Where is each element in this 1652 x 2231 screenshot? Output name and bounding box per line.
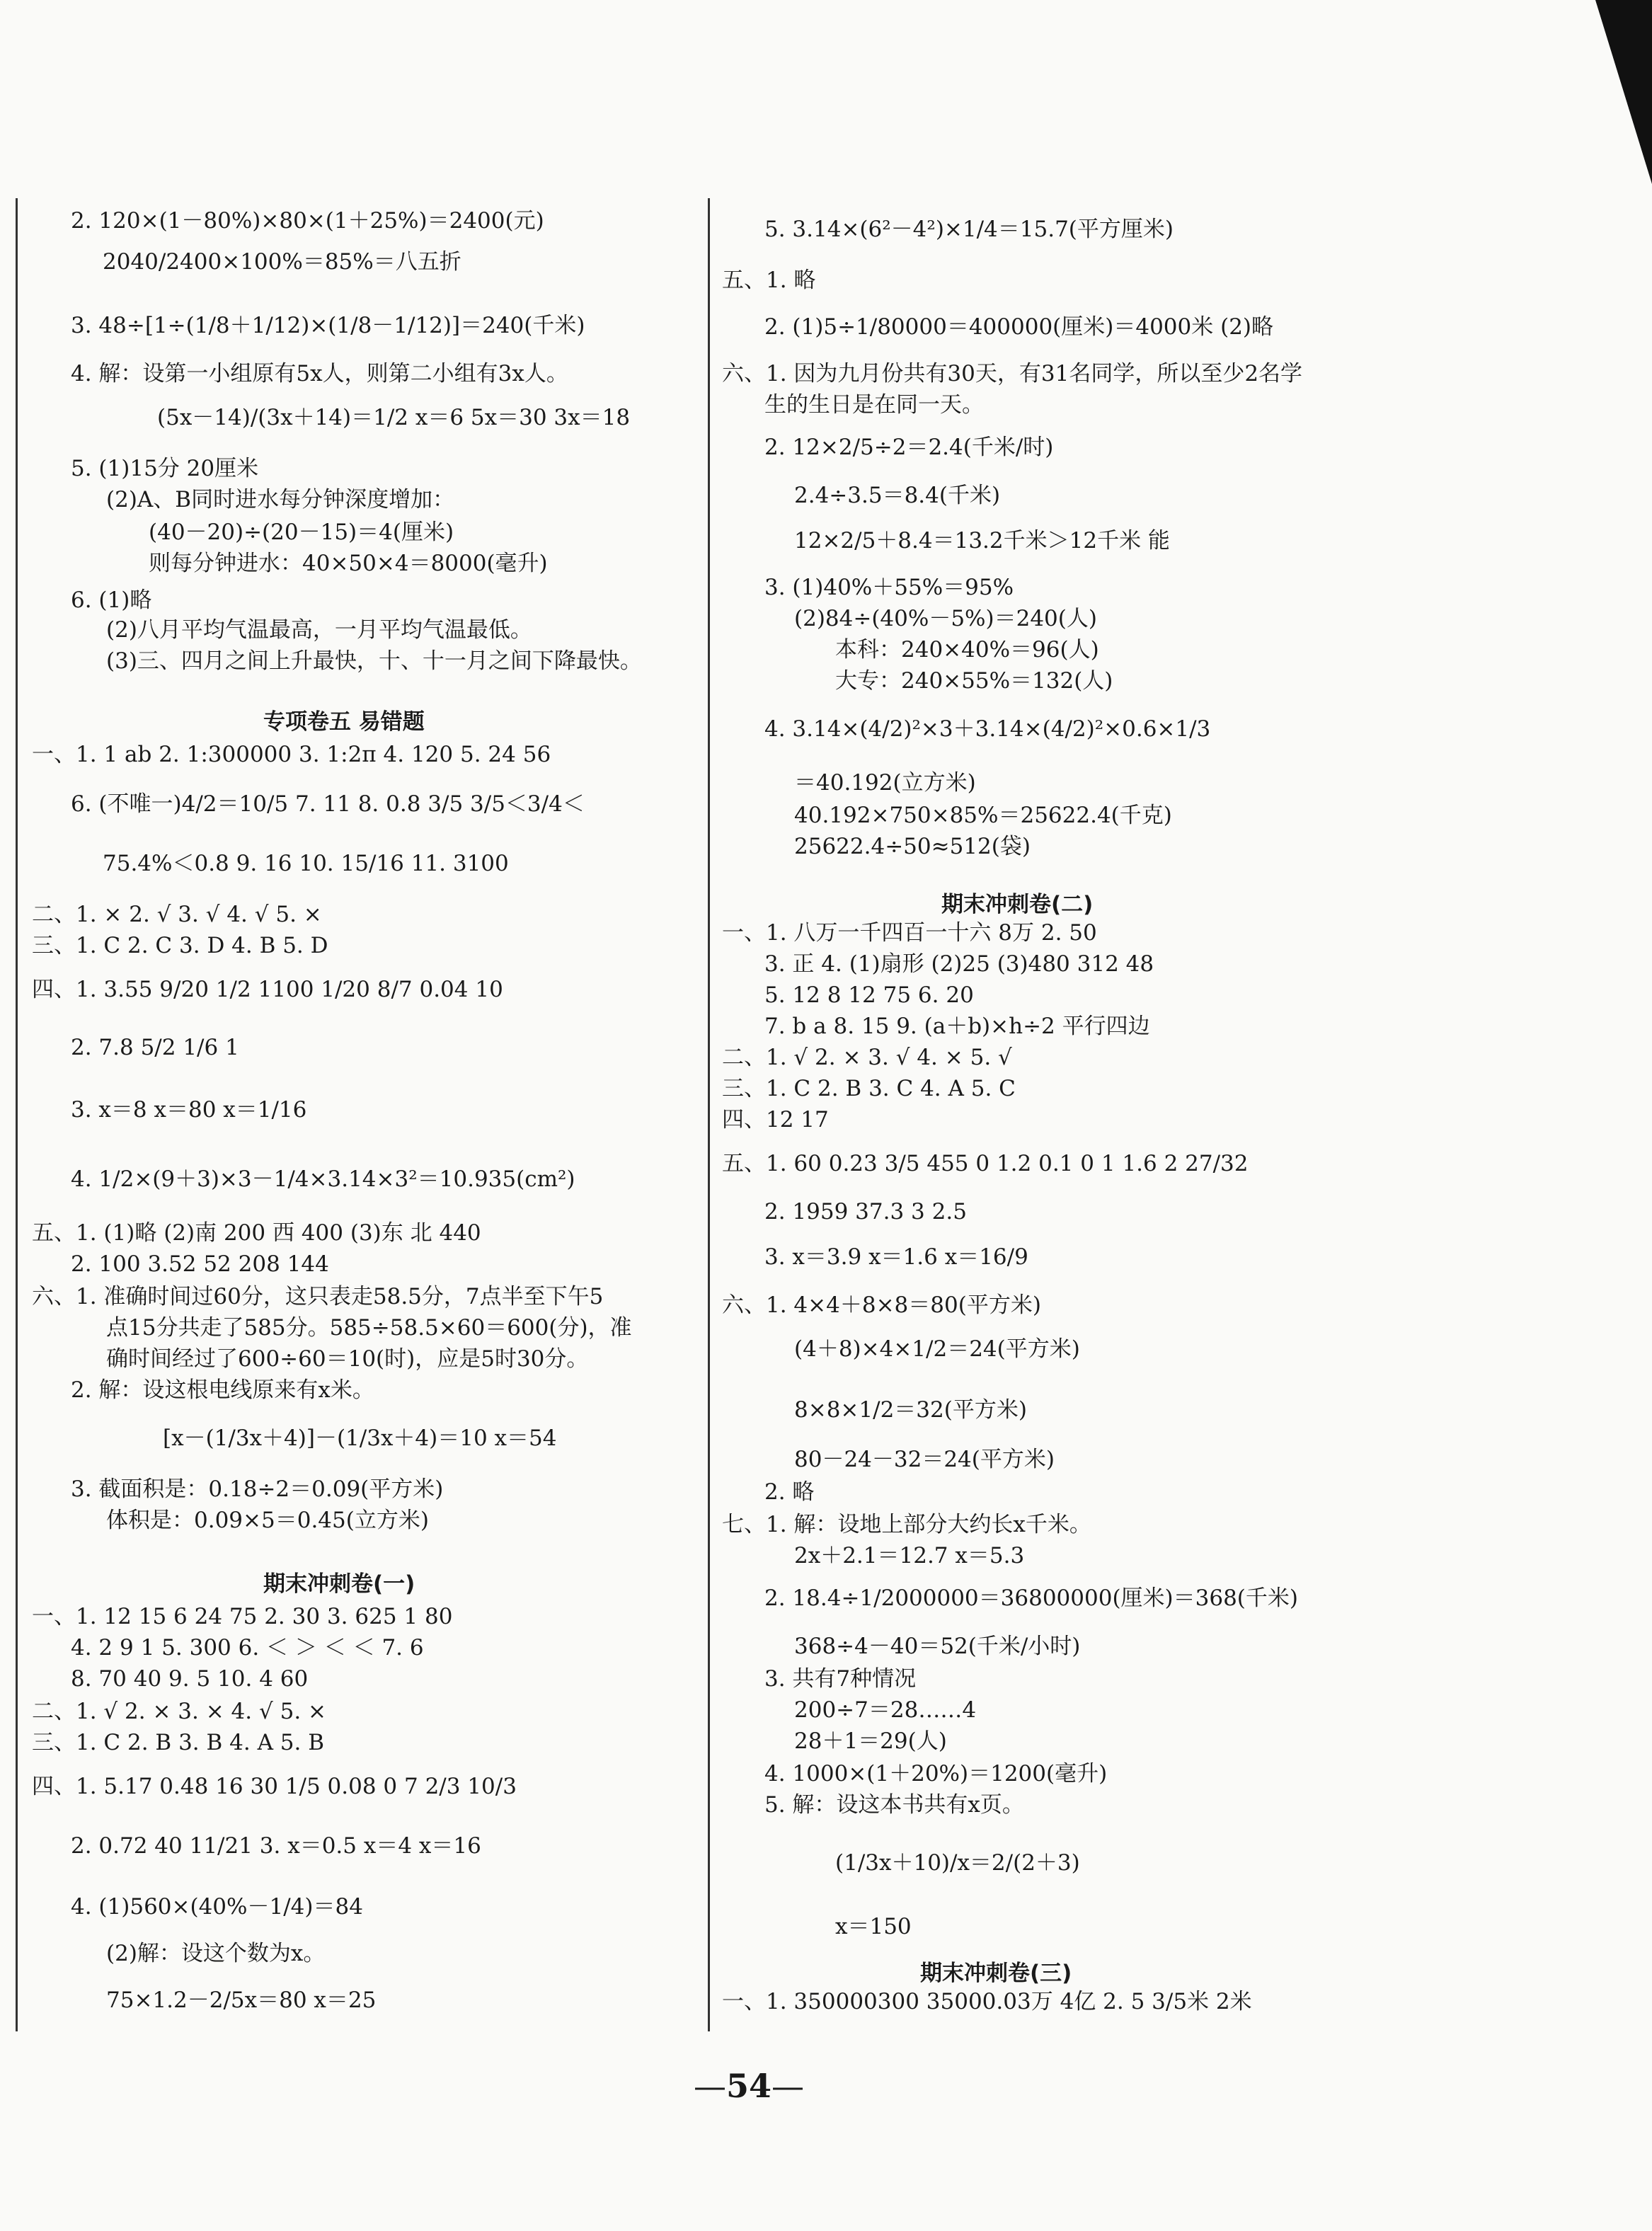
answer-line: 2. 0.72 40 11/21 3. x＝0.5 x＝4 x＝16 bbox=[71, 1833, 481, 1859]
answer-line: 一、1. 12 15 6 24 75 2. 30 3. 625 1 80 bbox=[32, 1604, 453, 1629]
answer-line: 3. 共有7种情况 bbox=[764, 1666, 917, 1692]
answer-line: 体积是：0.09×5＝0.45(立方米) bbox=[106, 1508, 429, 1533]
answer-line: 12×2/5＋8.4＝13.2千米＞12千米 能 bbox=[794, 528, 1170, 554]
answer-line: 六、1. 准确时间过60分，这只表走58.5分，7点半至下午5 bbox=[32, 1284, 604, 1309]
answer-line: 8×8×1/2＝32(平方米) bbox=[794, 1397, 1027, 1423]
section-heading: 期末冲刺卷(一) bbox=[263, 1571, 415, 1597]
answer-line: 三、1. C 2. C 3. D 4. B 5. D bbox=[32, 933, 328, 958]
answer-line: 5. 12 8 12 75 6. 20 bbox=[764, 982, 974, 1008]
answer-line: 5. 解：设这本书共有x页。 bbox=[764, 1792, 1024, 1818]
answer-line: 6. (不唯一)4/2＝10/5 7. 11 8. 0.8 3/5 3/5＜3/4＜ bbox=[71, 791, 585, 817]
answer-line: 4. 解：设第一小组原有5x人，则第二小组有3x人。 bbox=[71, 361, 568, 386]
answer-line: 3. (1)40%＋55%＝95% bbox=[764, 575, 1014, 600]
answer-line: 四、1. 5.17 0.48 16 30 1/5 0.08 0 7 2/3 10/3 bbox=[32, 1774, 517, 1799]
answer-line: 2x＋2.1＝12.7 x＝5.3 bbox=[794, 1543, 1025, 1568]
answer-line: 2. (1)5÷1/80000＝400000(厘米)＝4000米 (2)略 bbox=[764, 314, 1274, 340]
answer-line: 2. 7.8 5/2 1/6 1 bbox=[71, 1035, 239, 1060]
answer-line: 2. 略 bbox=[764, 1479, 815, 1505]
answer-line: 五、1. 略 bbox=[722, 268, 816, 293]
answer-line: 七、1. 解：设地上部分大约长x千米。 bbox=[722, 1512, 1091, 1537]
answer-line: (4＋8)×4×1/2＝24(平方米) bbox=[794, 1336, 1080, 1362]
answer-line: 4. (1)560×(40%－1/4)＝84 bbox=[71, 1894, 363, 1920]
answer-line: 3. x＝8 x＝80 x＝1/16 bbox=[71, 1097, 307, 1123]
answer-line: 3. 48÷[1÷(1/8＋1/12)×(1/8－1/12)]＝240(千米) bbox=[71, 313, 585, 338]
answer-line: 一、1. 1 ab 2. 1:300000 3. 1:2π 4. 120 5. 24 56 bbox=[32, 742, 551, 767]
answer-line: 四、1. 3.55 9/20 1/2 1100 1/20 8/7 0.04 10 bbox=[32, 977, 503, 1002]
answer-line: 2040/2400×100%＝85%＝八五折 bbox=[103, 249, 461, 275]
answer-line: 本科：240×40%＝96(人) bbox=[835, 637, 1099, 663]
answer-line: 7. b a 8. 15 9. (a＋b)×h÷2 平行四边 bbox=[764, 1014, 1150, 1039]
answer-line: (1/3x＋10)/x＝2/(2＋3) bbox=[835, 1850, 1080, 1876]
answer-line: 四、12 17 bbox=[722, 1107, 829, 1132]
answer-line: 3. x＝3.9 x＝1.6 x＝16/9 bbox=[764, 1244, 1028, 1270]
answer-line: 80－24－32＝24(平方米) bbox=[794, 1447, 1055, 1472]
answer-line: 二、1. √ 2. × 3. × 4. √ 5. × bbox=[32, 1699, 327, 1724]
answer-line: 三、1. C 2. B 3. B 4. A 5. B bbox=[32, 1730, 325, 1755]
answer-line: 确时间经过了600÷60＝10(时)，应是5时30分。 bbox=[106, 1346, 589, 1372]
section-heading: 专项卷五 易错题 bbox=[263, 709, 425, 735]
answer-line: 75×1.2－2/5x＝80 x＝25 bbox=[106, 1988, 377, 2013]
column-divider bbox=[708, 198, 710, 2031]
answer-line: 则每分钟进水：40×50×4＝8000(毫升) bbox=[149, 551, 548, 576]
answer-line: (2)A、B同时进水每分钟深度增加： bbox=[106, 487, 455, 512]
section-heading: 期末冲刺卷(二) bbox=[941, 892, 1094, 917]
answer-line: 3. 正 4. (1)扇形 (2)25 (3)480 312 48 bbox=[764, 951, 1154, 977]
answer-line: 一、1. 八万一千四百一十六 8万 2. 50 bbox=[722, 920, 1097, 946]
answer-line: 3. 截面积是：0.18÷2＝0.09(平方米) bbox=[71, 1476, 444, 1502]
answer-line: (40－20)÷(20－15)＝4(厘米) bbox=[149, 520, 454, 545]
answer-line: (2)84÷(40%－5%)＝240(人) bbox=[794, 606, 1097, 631]
answer-line: 一、1. 350000300 35000.03万 4亿 2. 5 3/5米 2米 bbox=[722, 1989, 1252, 2014]
answer-line: 75.4%＜0.8 9. 16 10. 15/16 11. 3100 bbox=[103, 851, 509, 876]
answer-line: 2. 100 3.52 52 208 144 bbox=[71, 1251, 329, 1277]
answer-line: 40.192×750×85%＝25622.4(千克) bbox=[794, 803, 1172, 828]
answer-line: 6. (1)略 bbox=[71, 587, 152, 613]
answer-line: (2)解：设这个数为x。 bbox=[106, 1941, 326, 1966]
answer-line: 4. 3.14×(4/2)²×3＋3.14×(4/2)²×0.6×1/3 bbox=[764, 716, 1211, 742]
answer-line: 2. 1959 37.3 3 2.5 bbox=[764, 1199, 967, 1225]
answer-line: 2. 120×(1－80%)×80×(1＋25%)＝2400(元) bbox=[71, 208, 544, 234]
answer-line: 5. 3.14×(6²－4²)×1/4＝15.7(平方厘米) bbox=[764, 217, 1174, 242]
answer-line: x＝150 bbox=[835, 1914, 912, 1939]
answer-line: 三、1. C 2. B 3. C 4. A 5. C bbox=[722, 1076, 1016, 1101]
answer-line: 二、1. × 2. √ 3. √ 4. √ 5. × bbox=[32, 902, 322, 927]
answer-line: 六、1. 因为九月份共有30天，有31名同学，所以至少2名学 bbox=[722, 361, 1303, 386]
answer-line: 25622.4÷50≈512(袋) bbox=[794, 834, 1031, 859]
answer-line: 4. 1000×(1＋20%)＝1200(毫升) bbox=[764, 1761, 1108, 1786]
answer-line: 200÷7＝28……4 bbox=[794, 1697, 977, 1723]
answer-line: 二、1. √ 2. × 3. √ 4. × 5. √ bbox=[722, 1045, 1012, 1070]
answer-line: 六、1. 4×4＋8×8＝80(平方米) bbox=[722, 1292, 1041, 1318]
answer-line: 2. 12×2/5÷2＝2.4(千米/时) bbox=[764, 435, 1054, 460]
answer-line: 8. 70 40 9. 5 10. 4 60 bbox=[71, 1666, 309, 1692]
answer-line: (5x－14)/(3x＋14)＝1/2 x＝6 5x＝30 3x＝18 bbox=[157, 405, 631, 430]
page-corner-shadow bbox=[1595, 0, 1652, 184]
answer-line: 2. 18.4÷1/2000000＝36800000(厘米)＝368(千米) bbox=[764, 1585, 1298, 1611]
answer-line: 点15分共走了585分。585÷58.5×60＝600(分)，准 bbox=[106, 1315, 632, 1341]
answer-line: 2. 解：设这根电线原来有x米。 bbox=[71, 1377, 374, 1403]
section-heading: 期末冲刺卷(三) bbox=[920, 1961, 1072, 1986]
answer-line: 五、1. (1)略 (2)南 200 西 400 (3)东 北 440 bbox=[32, 1220, 481, 1246]
answer-line: ＝40.192(立方米) bbox=[794, 770, 976, 796]
answer-line: 生的生日是在同一天。 bbox=[764, 392, 984, 418]
answer-line: (2)八月平均气温最高，一月平均气温最低。 bbox=[106, 617, 532, 643]
answer-line: [x－(1/3x＋4)]－(1/3x＋4)＝10 x＝54 bbox=[163, 1426, 557, 1451]
answer-line: 5. (1)15分 20厘米 bbox=[71, 456, 259, 481]
answer-line: 28＋1＝29(人) bbox=[794, 1728, 947, 1754]
answer-line: 2.4÷3.5＝8.4(千米) bbox=[794, 483, 1001, 508]
answer-line: 368÷4－40＝52(千米/小时) bbox=[794, 1634, 1081, 1659]
page-number: — 54 — bbox=[694, 2067, 804, 2105]
answer-line: 大专：240×55%＝132(人) bbox=[835, 668, 1113, 694]
left-margin-line bbox=[16, 198, 18, 2031]
answer-line: 五、1. 60 0.23 3/5 455 0 1.2 0.1 0 1 1.6 2 27/32 bbox=[722, 1151, 1249, 1176]
answer-line: (3)三、四月之间上升最快，十、十一月之间下降最快。 bbox=[106, 648, 642, 674]
answer-line: 4. 1/2×(9＋3)×3－1/4×3.14×3²＝10.935(cm²) bbox=[71, 1166, 575, 1192]
answer-line: 4. 2 9 1 5. 300 6. ＜ ＞ ＜ ＜ 7. 6 bbox=[71, 1635, 424, 1661]
